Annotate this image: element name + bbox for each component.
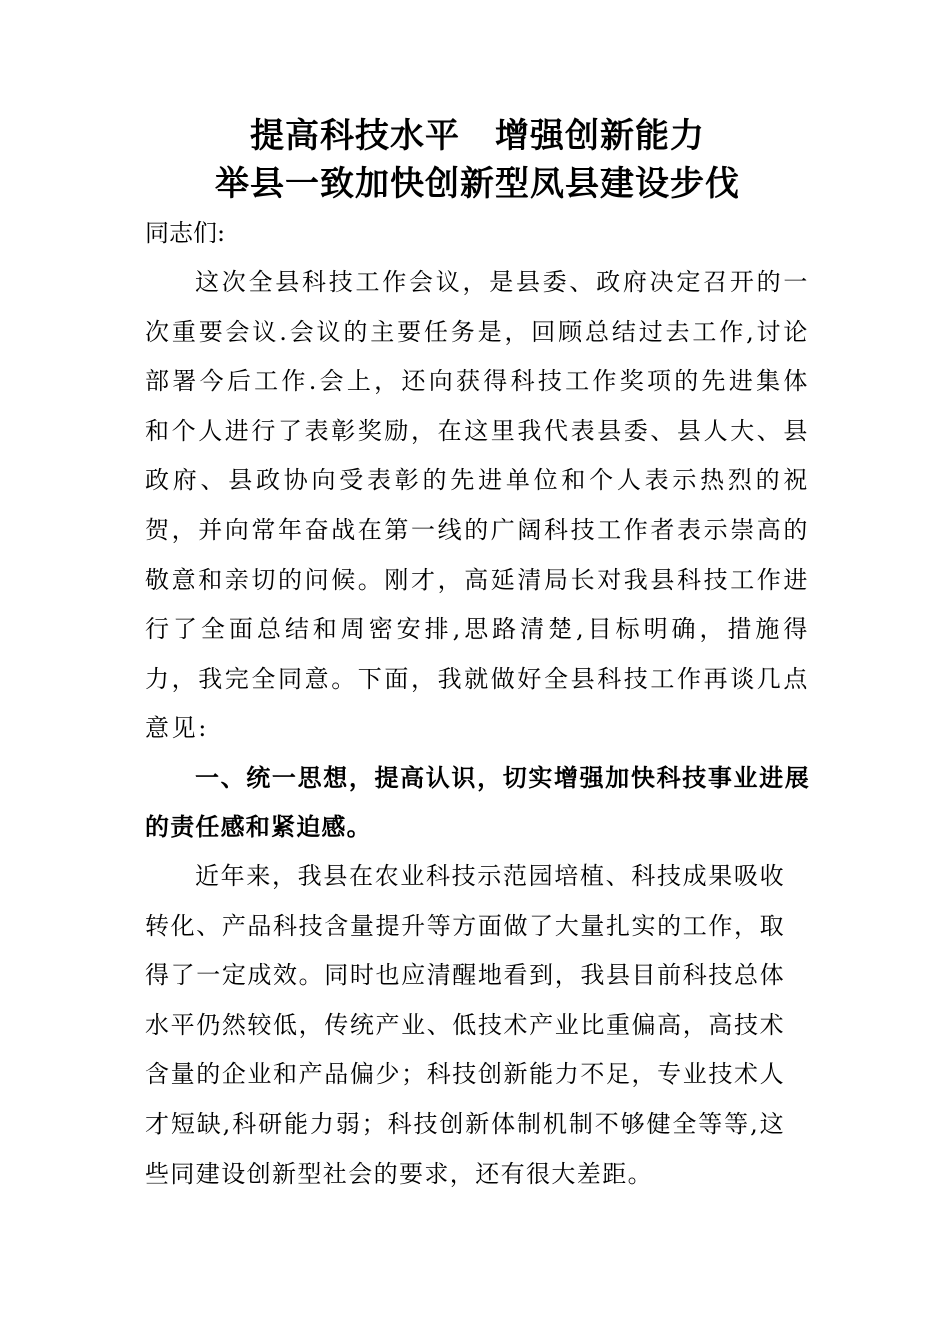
document-title-line-1: 提高科技水平 增强创新能力 [250, 116, 705, 156]
section-1-heading: 一、统一思想，提高认识，切实增强加快科技事业进展的责任感和紧迫感。 [145, 763, 810, 841]
salutation: 同志们: [145, 219, 226, 247]
document-page [145, 112, 810, 1199]
document-title-line-2: 举县一致加快创新型凤县建设步伐 [215, 164, 740, 204]
section-1-paragraph: 近年来，我县在农业科技示范园培植、科技成果吸收转化、产品科技含量提升等方面做了大量扎实的工作，取得了一定成效。同时也应清醒地看到，我县目前科技总体水平仍然较低，传统产业、低技术产业比重偏高，高技术含量的企业和产品偏少；科技创新能力不足，专业技术人才短缺,科研能力弱；科技创新体制机制不够健全等等,这些同建设创新型社会的要求，还有很大差距。 [145, 861, 785, 1188]
opening-paragraph: 这次全县科技工作会议，是县委、政府决定召开的一次重要会议.会议的主要任务是，回顾总结过去工作,讨论部署今后工作.会上，还向获得科技工作奖项的先进集体和个人进行了表彰奖励，在这里我代表县委、县人大、县政府、县政协向受表彰的先进单位和个人表示热烈的祝贺，并向常年奋战在第一线的广阔科技工作者表示崇高的敬意和亲切的问候。刚才，高延清局长对我县科技工作进行了全面总结和周密安排,思路清楚,目标明确，措施得力，我完全同意。下面，我就做好全县科技工作再谈几点意见: [145, 268, 810, 743]
